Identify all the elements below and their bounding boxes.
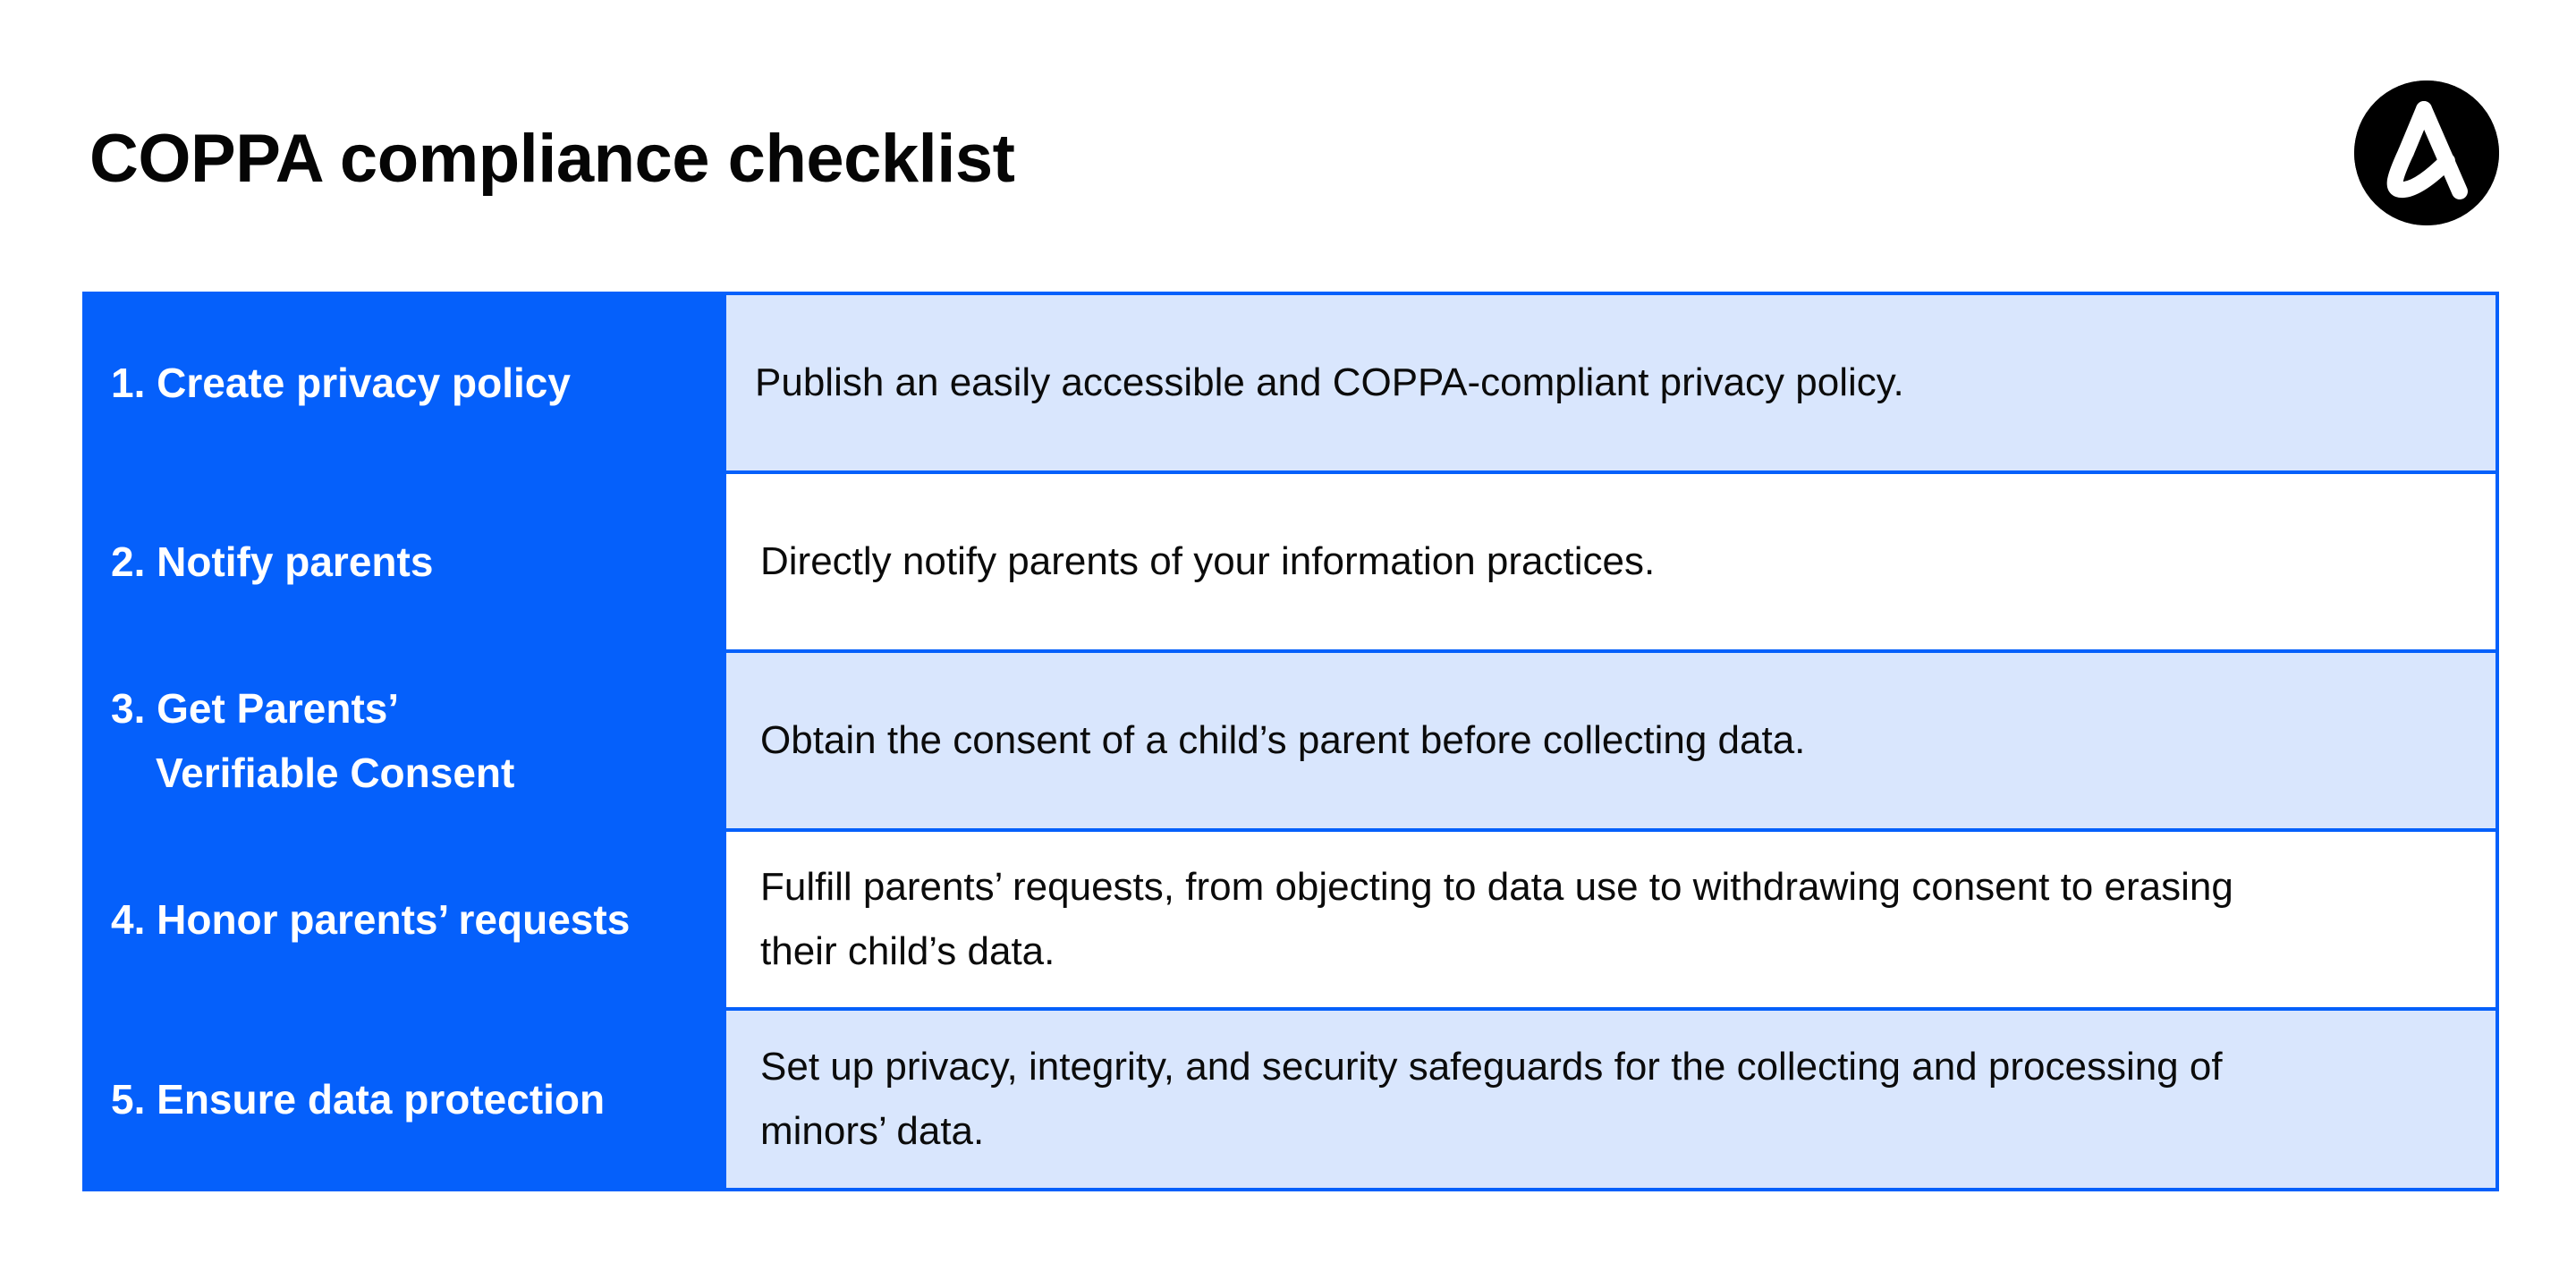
step-description-cell	[726, 832, 2496, 1007]
step-label-cell	[86, 295, 726, 470]
step-description-cell	[726, 474, 2496, 649]
step-description-cell	[726, 295, 2496, 470]
checklist-row-honor-requests	[86, 832, 2496, 1007]
step-description-cell	[726, 653, 2496, 828]
step-label-cell	[86, 474, 726, 649]
step-description: Set up privacy, integrity, and security safeguards for the collecting and processing of minors’ data.	[760, 1045, 2223, 1153]
step-description: Publish an easily accessible and COPPA-compliant privacy policy.	[755, 360, 1904, 404]
step-description: Obtain the consent of a child’s parent before collecting data.	[760, 718, 1806, 762]
checklist-row-verifiable-consent	[86, 653, 2496, 828]
brand-a-logo-icon	[2354, 80, 2499, 225]
step-label: 4. Honor parents’ requests	[111, 896, 631, 943]
step-label: 5. Ensure data protection	[111, 1076, 606, 1123]
step-label-cell	[86, 832, 726, 1007]
step-label: 3. Get Parents’ Verifiable Consent	[111, 685, 515, 796]
step-label: 2. Notify parents	[111, 538, 434, 585]
step-label-cell	[86, 653, 726, 828]
step-description: Fulfill parents’ requests, from objecting to data use to withdrawing consent to erasing their child’s data.	[760, 865, 2233, 973]
step-label: 1. Create privacy policy	[111, 360, 571, 406]
page-title: COPPA compliance checklist	[89, 121, 1015, 197]
checklist-row-notify-parents	[86, 474, 2496, 649]
checklist-row-create-privacy-policy	[86, 295, 2496, 470]
checklist-row-data-protection	[86, 1011, 2496, 1188]
step-description-cell	[726, 1011, 2496, 1188]
step-description: Directly notify parents of your information practices.	[760, 539, 1656, 583]
checklist-table	[82, 292, 2499, 1191]
step-label-cell	[86, 1011, 726, 1188]
